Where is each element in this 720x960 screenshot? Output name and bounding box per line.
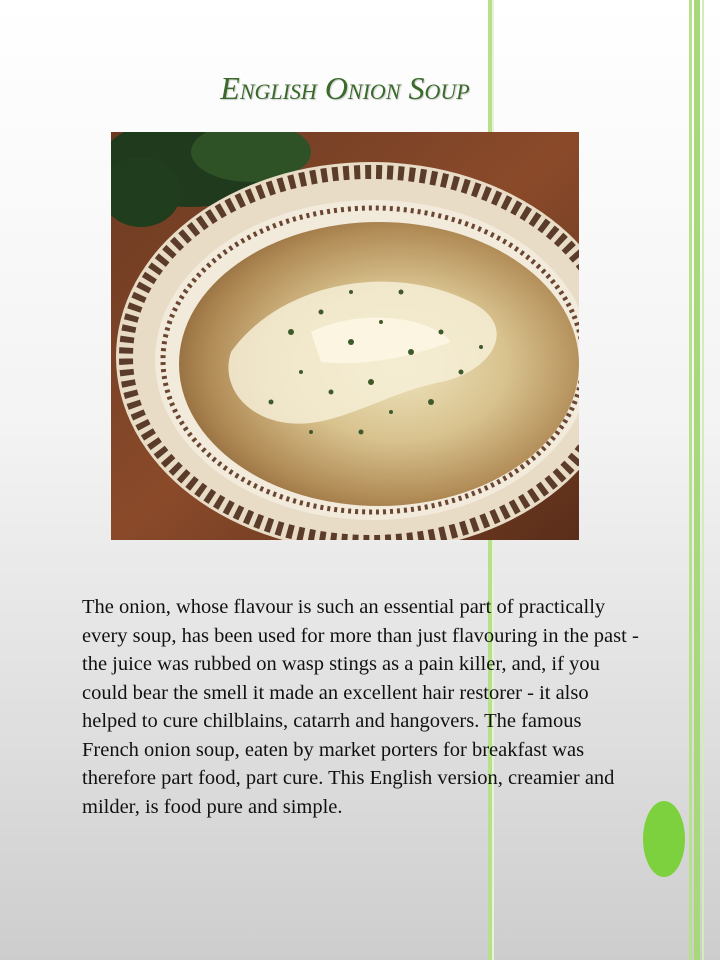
description-paragraph: The onion, whose flavour is such an essential part of practically every soup, has been used for more than just flavouring in the past - the juice was rubbed on wasp stings as a pain killer, and, if you could bear the smell it made an excellent hair restorer - it also helped to cure chilblains, catarrh and hangovers. The famous French onion soup, eaten by market porters for breakfast was therefore part food, part cure. This English version, creamier and milder, is food pure and simple. <box>82 596 639 818</box>
accent-line-right-inner <box>694 0 700 960</box>
onion-soup-photo <box>111 132 579 540</box>
green-oval-ornament <box>642 800 686 878</box>
accent-line-right-edge <box>702 0 704 960</box>
page-title: English Onion Soup <box>220 70 470 106</box>
accent-line-right <box>689 0 692 960</box>
